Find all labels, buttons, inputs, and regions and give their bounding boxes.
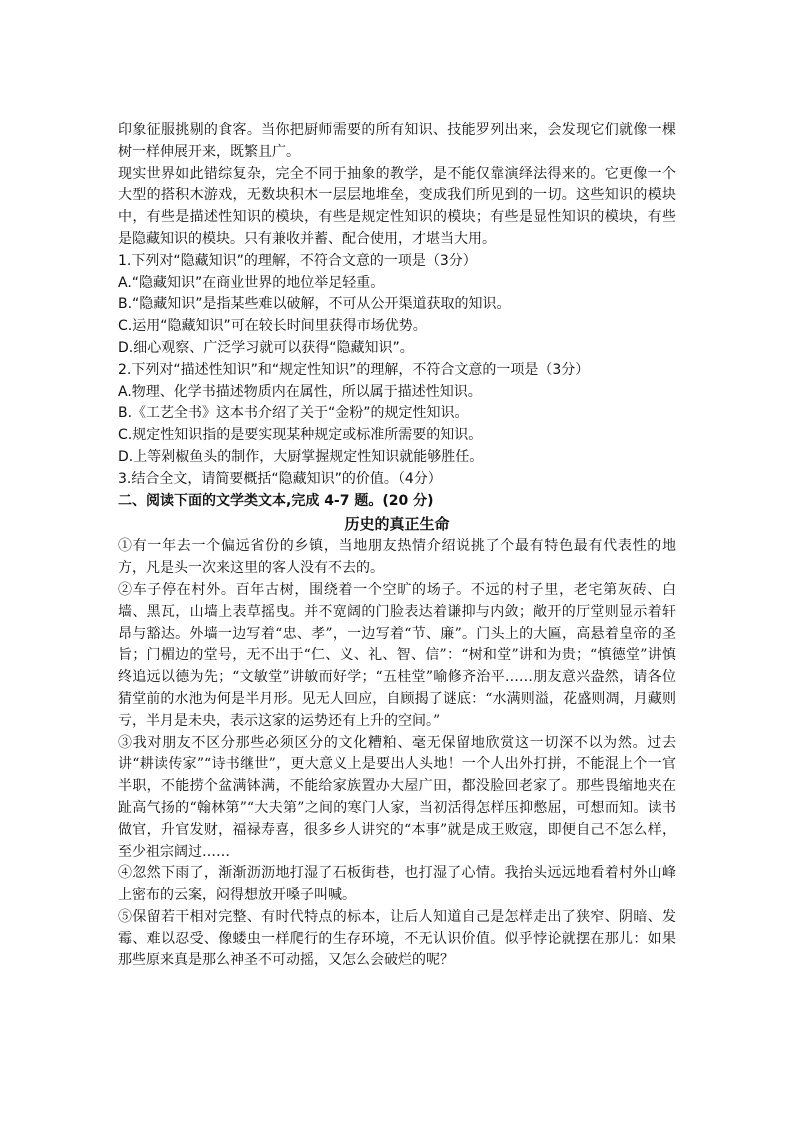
question-1-option-d: D.细心观察、广泛学习就可以获得“隐藏知识”。	[118, 339, 414, 356]
question-1-stem: 1.下列对“隐藏知识”的理解，不符合文意的一项是（3分）	[118, 252, 477, 269]
passage-paragraph: 现实世界如此错综复杂，完全不同于抽象的教学，是不能仅靠演绎法得来的。它更像一个大型的搭积木游戏，无数块积木一层层地堆垒，变成我们所见到的一切。这些知识的模块中，有些是描述性知识的模块，有些是规定性知识的模块；有些是显性知识的模块，有些是隐藏知识的模块。只有兼收并蓄、配合使用，才堪当大用。	[118, 165, 676, 247]
question-2-option-c: C.规定性知识指的是要实现某种规定或标准所需要的知识。	[118, 427, 483, 444]
document-content	[118, 120, 676, 972]
question-2-stem: 2.下列对“描述性知识”和“规定性知识”的理解，不符合文意的一项是（3分）	[118, 361, 590, 378]
article-paragraph-5: ⑤保留若干相对完整、有时代特点的标本，让后人知道自己是怎样走出了狭窄、阴暗、发霉、难以忍受、像蝼虫一样爬行的生存环境，不无认识价值。似乎悖论就摆在那儿：如果那些原来真是那么神圣不可动摇，又怎么会破烂的呢？	[118, 908, 676, 969]
question-2-option-b: B.《工艺全书》这本书介绍了关于“金粉”的规定性知识。	[118, 405, 469, 422]
article-paragraph-2: ②车子停在村外。百年古树，围绕着一个空旷的场子。不远的村子里，老宅第灰砖、白墙、黑瓦，山墙上表草摇曳。并不宽阔的门脸表达着谦抑与内敛；敞开的厅堂则显示着轩昂与豁达。外墙一边写着“忠、孝”，一边写着“节、廉”。门头上的大匾，高悬着皇帝的圣旨；门楣边的堂号，无不出于“仁、义、礼、智、信”：“树和堂”讲和为贵；“慎德堂”讲慎终追远以德为先；“文敏堂”讲敏而好学；“五桂堂”喻修齐治平……朋友意兴盎然，请各位猜堂前的水池为何是半月形。见无人回应，自顾揭了谜底：“水满则溢，花盛则凋，月藏则亏，半月是未央，表示这家的运势还有上升的空间。”	[118, 581, 676, 729]
article-paragraph-1: ①有一年去一个偏远省份的乡镇，当地朋友热情介绍说挑了个最有特色最有代表性的地方，凡是头一次来这里的客人没有不去的。	[118, 538, 676, 577]
article-paragraph-3: ③我对朋友不区分那些必须区分的文化糟粕、毫无保留地欣赏这一切深不以为然。过去讲“耕读传家”“诗书继世”，更大意义上是要出人头地！一个人出外打拼，不能混上个一官半职，不能捞个盆满钵满，不能给家族置办大屋广田，都没脸回老家了。那些畏缩地夹在趾高气扬的“翰林第”“大夫第”之间的寒门人家，当初活得怎样压抑憋屈，可想而知。读书做官，升官发财，福禄寿喜，很多乡人讲究的“本事”就是成王败寇，即便自己不怎么样，至少祖宗阔过……	[118, 734, 676, 860]
question-3-stem: 3.结合全文，请简要概括“隐藏知识”的价值。（4分）	[118, 470, 442, 487]
question-1-option-b: B.“隐藏知识”是指某些难以破解，不可从公开渠道获取的知识。	[118, 296, 511, 313]
question-1-option-c: C.运用“隐藏知识”可在较长时间里获得市场优势。	[118, 318, 427, 335]
section-heading: 二、阅读下面的文学类文本,完成 4-7 题。(20 分)	[118, 492, 434, 509]
question-2-option-a: A.物理、化学书描述物质内在属性，所以属于描述性知识。	[118, 383, 482, 400]
question-2-option-d: D.上等剁椒鱼头的制作，大厨掌握规定性知识就能够胜任。	[118, 448, 484, 465]
passage-paragraph: 印象征服挑剔的食客。当你把厨师需要的所有知识、技能罗列出来，会发现它们就像一棵树一样伸展开来，既繁且广。	[118, 122, 676, 160]
question-1-option-a: A.“隐藏知识”在商业世界的地位举足轻重。	[118, 274, 385, 291]
article-paragraph-4: ④忽然下雨了，渐渐沥沥地打湿了石板街巷，也打湿了心情。我抬头远远地看着村外山峰上密布的云案，闷得想放开嗓子叫喊。	[118, 865, 676, 904]
article-title: 历史的真正生命	[344, 515, 450, 534]
